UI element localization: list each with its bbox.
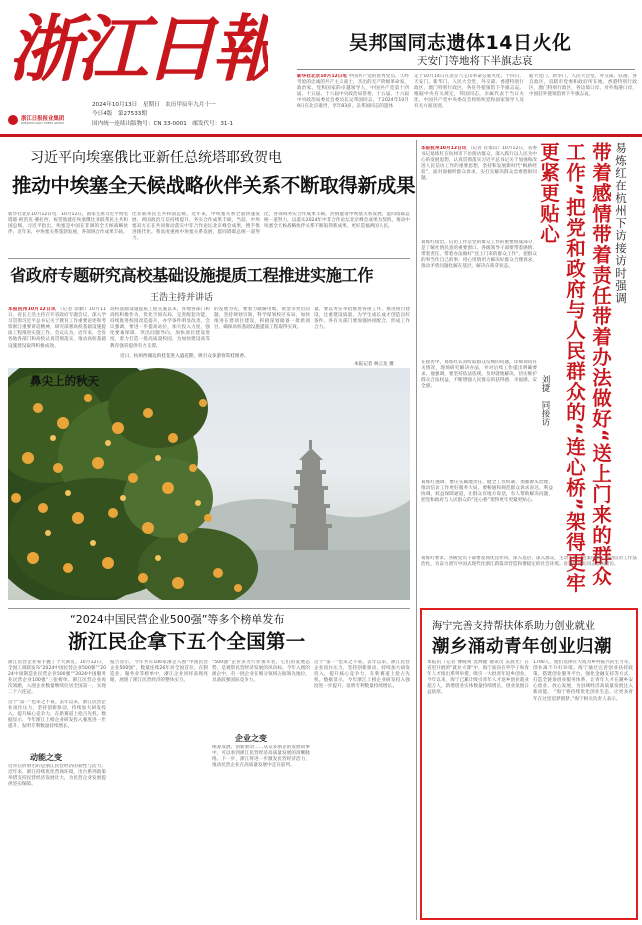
top-story-headline: 吴邦国同志遗体14日火化: [349, 32, 572, 54]
commentary-text-3: 在接访中，易炼红认真听取群众反映的问题，详细询问有关情况，现场研究解决办法，并对后续工作提出明确要求。他强调，要坚持依法依规，及时就地解决，切实维护群众合法权益，不断增强人民群众的获得感、幸福感、安全感。: [421, 360, 537, 390]
second-text-1: （记者 余勤）10月11日，省长王浩主持召开省政府专题会议，深入学习贯彻习近平总书记关于教育工作重要论述和考察浙江重要讲话精神，研究部署高校基础设施提质工程推进实施工作。会议认为，近年来，全省各地各部门和高校认真贯彻落实，推动高校基础设施建设取得积极成效。: [8, 307, 106, 349]
commentary-kicker: 易炼红在杭州下访接访时强调: [614, 142, 628, 305]
issue-line: 今日4版 第27533期: [92, 111, 147, 117]
feature-text-2: 1790人，他们选择在大成为乡村振兴的生力军。创业离不开好环境。海宁通过完善创业扶持政策、搭建创业服务平台、强化金融支持等方式，打造全链条创业服务体系，让青年人才在潮乡安心创业、放心发展，为县域经济高质量发展注入新动能。: [533, 660, 633, 696]
commentary-col2: [421, 240, 537, 360]
feature-col2: [533, 660, 633, 916]
lead-text-3: 比，各领域务实合作成果丰硕。热情邀请中埃塞关系发展，愿同塔耶总统一道努力，以落实2024年中非合作论坛北京峰会成果为契机，推动中埃塞全天候战略伙伴关系不断取得新成果，更好造福两国人民。: [264, 212, 410, 230]
enterprise-text-4: 报告显示，今年共有106家浙企入围“中国民营企业500强”，数量连续26年居全国首位。在制造业、服务业等榜单中，浙江企业同样表现亮眼，展现了浙江民营经济的整体实力。: [110, 660, 208, 684]
commentary-col3: [421, 360, 537, 480]
commentary-text-2: 易炼红指出，信访工作是党的群众工作的重要组成部分，是了解社情民意的重要窗口。各级领导干部要带着感情、带着责任、带着办法做好“送上门来的群众工作”，把群众的事当作自己的事，用心用情用力解决好群众合理诉求，推动矛盾问题化解在基层、解决在萌芽状态。: [421, 240, 537, 270]
enterprise-text-2: 这个“第一”也来之不易。去年以来，浙江民营企业顶住压力，坚持创新驱动，持续加大研发投入，提升核心竞争力，在新赛道上抢占先机。数据显示，今年浙江上榜企业研发投入强度进一步提升，发明专利数量持续增长。: [8, 700, 106, 730]
group-name-en: ZHEJIANG DAILY PRESS GROUP: [21, 121, 65, 125]
masthead-cn: [92, 119, 233, 127]
photo-title: 鼻尖上的秋天: [30, 374, 99, 388]
commentary-text-5: 易炼红要求，各级党员干部要发扬优良作风，深入基层、深入群众，主动下访、包案化解，推动信访工作法治化，为奋力谱写中国式现代化浙江新篇章营造和谐稳定的社会环境。省领导有关同志参加接访。: [421, 556, 637, 568]
enterprise-text-6: 统筹发展、创新驱动……从众多浙企的发展故事中，可以看到浙江民营经济高质量发展的清晰脉络。下一步，浙江将进一步激发民营经济活力，推动民营企业在高质量发展中走在前列。: [212, 745, 310, 769]
commentary-byline: 刘捷 同接访: [540, 375, 550, 426]
cn-line: 国内统一连续出版物号：CN 33-0001 邮发代号：31-1: [92, 121, 234, 127]
osmanthus-photo: [8, 368, 410, 600]
second-headline: 省政府专题研究高校基础设施提质工程推进实施工作: [10, 266, 374, 285]
masthead-divider: [0, 134, 642, 137]
enterprise-col1: [8, 660, 106, 700]
photo-caption-text: 近日，杭州西湖边的桂花进入盛花期，吸引众多游客赏桂闻香。: [120, 354, 249, 359]
top-story-dateline: 新华社北京10月12日电: [297, 74, 348, 79]
lead-divider: [8, 258, 410, 259]
photo-illustration: [8, 368, 410, 600]
group-logo-icon: [8, 115, 18, 125]
enterprise-subhead-1: 动能之变: [30, 753, 62, 762]
feature-box: [420, 608, 638, 920]
commentary-dateline: 本报杭州10月12日讯: [421, 146, 467, 151]
commentary-col5: [421, 556, 637, 602]
top-story-body-3: 船大党门，新华门，人民大会堂，外交部，驻港，各自政区，直辖市党委和政府所在地，香港特别行政区，澳门特别行政区，各边境口岸，对外海港口岸，中国驻外使领馆将下半旗志哀。: [529, 74, 637, 98]
masthead-date: [92, 100, 216, 108]
masthead-calligraphy: [8, 4, 268, 84]
second-text-3: 的发展为先，要着力破解用地、资金等突出问题，坚持规划引领，科学谋划校区布局，加快推进在建项目建设，积极谋划储备一批新项目，确保高校基础设施提质工程取得实效。: [214, 307, 310, 331]
top-story-col2: [414, 74, 524, 120]
second-col4: [314, 307, 410, 351]
enterprise-col3b: [212, 745, 310, 919]
enterprise-text-5: “500强”企业多为行业领军者，它们的发展态势，是观察民营经济发展的风向标。今年入围的浙企中，有一批企业在细分领域占据领先地位，具备较强国际竞争力。: [212, 660, 310, 684]
second-text-2: 高校基础设施提质工程实施以来，各地各部门和高校积极作为，优化空间布局，完善配套功能，持续推进校园改造提升，办学条件明显改善。会议强调，要进一步提高站位，加大投入力度，强化要素保障，突出问题导向，加快项目建设进度，着力打造一批高质量校园，为加快建设高等教育强省提供有力支撑。: [110, 307, 210, 349]
second-byline: 王浩主持并讲话: [150, 293, 214, 303]
photo-caption: [120, 353, 249, 359]
lead-col3: [264, 212, 410, 256]
enterprise-col3: [212, 660, 310, 700]
commentary-text-4: 易炼红强调，要压实属地责任，健全工作机制，加强源头治理，推动信访工作更好服务大局。要畅通和规范群众诉求表达、利益协调、权益保障通道，让群众有地方说话，有人帮助解决问题，把党和政府与人民群众的“连心桥”架得更牢更紧更贴心。: [421, 480, 553, 504]
enterprise-text-3: 这背后折射出的是浙江民营经济的韧性与活力。近年来，浙江持续优化营商环境，出台系列政策举措支持民营经济发展壮大，为民营企业发展提供坚实保障。: [8, 764, 106, 788]
photo-divider: [8, 608, 410, 609]
second-col1: [8, 307, 106, 351]
lead-col2: [132, 212, 260, 256]
top-story-subtitle: 天安门等地将下半旗志哀: [417, 55, 533, 67]
feature-text-1: 本报讯（记者 傅晓爽 沈烨健 通讯员 吴晨光）在省里开展的“就业大课”中，海宁面向在外学子和青年人才推出系列举措，吸引一大批青年返乡创业。今年以来，海宁已累计吸引青年人才返乡创业就业超万人，新增创业实体数量持续增长，创业氛围日益浓厚。: [427, 660, 529, 696]
top-story-rule: [297, 69, 635, 70]
feature-kicker: 海宁完善支持帮扶体系助力创业就业: [432, 621, 595, 632]
date-line: 2024年10月13日 星期日 农历甲辰年九月十一: [92, 102, 216, 108]
second-col2: [110, 307, 210, 351]
second-dateline: 本报杭州10月12日讯: [8, 307, 56, 312]
feature-headline: 潮乡涌动青年创业归潮: [432, 637, 612, 657]
enterprise-text-2-cont: 这个“第一”也来之不易。去年以来，浙江民营企业顶住压力，坚持创新驱动，持续加大研发投入，提升核心竞争力，在新赛道上抢占先机。数据显示，今年浙江上榜企业研发投入强度进一步提升，发明专利数量持续增长。: [314, 660, 410, 690]
enterprise-kicker: “2024中国民营企业500强”等多个榜单发布: [70, 613, 285, 626]
group-logo: [8, 114, 88, 128]
enterprise-col1b: [8, 700, 106, 748]
second-text-4: 量，要以务实举措推进各项工作，推进项目建设，注重建设质量，为学生成长成才创造良好条件。各有关部门要加强协同配合，形成工作合力。: [314, 307, 410, 331]
top-story-body-2: 定于10月14日在北京八宝山革命公墓火化。十四日，天安门、新华门、人民大会堂、外交部、香港特别行政区、澳门特别行政区，各驻外使领馆下半旗志哀。根据中央有关规定，邦国同志，亲属代表于当日火化，中国共产党中央委员会将组织党和国家领导人及有关方面送别。: [414, 74, 524, 110]
enterprise-headline: 浙江民企拿下五个全国第一: [68, 630, 306, 653]
feature-text-3: “海宁将持续优化创业生态，让更多青年在这里追梦圆梦。”海宁相关负责人表示。: [533, 690, 633, 702]
feature-col1: [427, 660, 529, 916]
commentary-col1: [421, 146, 537, 240]
enterprise-subhead-2: 企业之变: [235, 734, 267, 743]
pagoda: [290, 440, 332, 550]
commentary-text-1: （记者 肖承山）10月12日，省委书记易炼红在杭州市下访接访群众，深入践行以人民为中心的发展思想，认真贯彻落实习近平总书记关于加强和改进人民信访工作的重要思想，坚持和发展新时代“枫桥经验”，面对面倾听群众诉求，实打实解决群众急难愁盼问题。: [421, 146, 537, 182]
enterprise-col4: [314, 660, 410, 919]
lead-kicker: 习近平向埃塞俄比亚新任总统塔耶致贺电: [30, 150, 282, 166]
masthead-logo: [8, 4, 268, 84]
enterprise-col2: [110, 660, 208, 919]
top-story-col3: [529, 74, 637, 120]
lead-headline: 推动中埃塞全天候战略伙伴关系不断取得新成果: [12, 174, 416, 197]
group-name: 浙江日报报业集团: [21, 116, 65, 122]
lead-text-2: 比亚联邦民主共和国总统。近年来，中埃塞关系全面快速发展，两国政治互信持续提升，务实合作成果丰硕。当前，中埃塞双方正在共同推动落实中非合作论坛北京峰会成果，携手推进现代化。我高度重视中埃塞关系发展，愿同塔耶总统一道努力。: [132, 212, 260, 242]
masthead-issue: [92, 109, 147, 117]
lead-col1: [8, 212, 128, 256]
osmanthus-foliage: [8, 368, 258, 600]
commentary-headline-text: 带着感情带着责任带着办法做好“送上门来的群众工作”把党和政府与人民群众的“连心桥”架得更牢更紧更贴心: [537, 142, 612, 594]
enterprise-col1c: [8, 764, 106, 919]
photo-credit: 本报记者 林云龙 摄: [354, 362, 394, 367]
second-col3: [214, 307, 310, 351]
lead-text-1: 新华社北京10月12日电 10月12日，国家主席习近平致电塔耶·阿茨克-赛拉西，祝贺他就任埃塞俄比亚联邦民主共和国总统。习近平指出，埃塞是中国在非洲的全天候战略伙伴。近年来，中埃塞关系蓬勃发展，各领域合作成果丰硕。: [8, 212, 128, 236]
top-story-col1: [297, 74, 409, 120]
top-story-body-1: 中国共产党的优秀党员，久经考验的忠诚的共产主义战士，杰出的无产阶级革命家，政治家，党和国家的卓越领导人，中国共产党第十四届、十五届、十六届中央政治局常委，十五届、十六届中央政治局委员会委员长吴邦国同志，于2024年10月9日在北京逝世，享年83岁。吴邦国同志的遗体: [297, 74, 409, 110]
masthead-title: 浙江日報: [8, 6, 268, 84]
enterprise-text-1: 浙江民营企业家手握了个大满贯。10月12日，全国工商联发布“2024中国民营企业500强”“2024中国制造业民营企业500强”“2024中国服务业民营企业100强”三张榜单。浙江民营企业再次领跑，入围企业数量继续位居全国第一，实现二十六连冠。: [8, 660, 106, 696]
right-column-divider: [416, 140, 417, 920]
